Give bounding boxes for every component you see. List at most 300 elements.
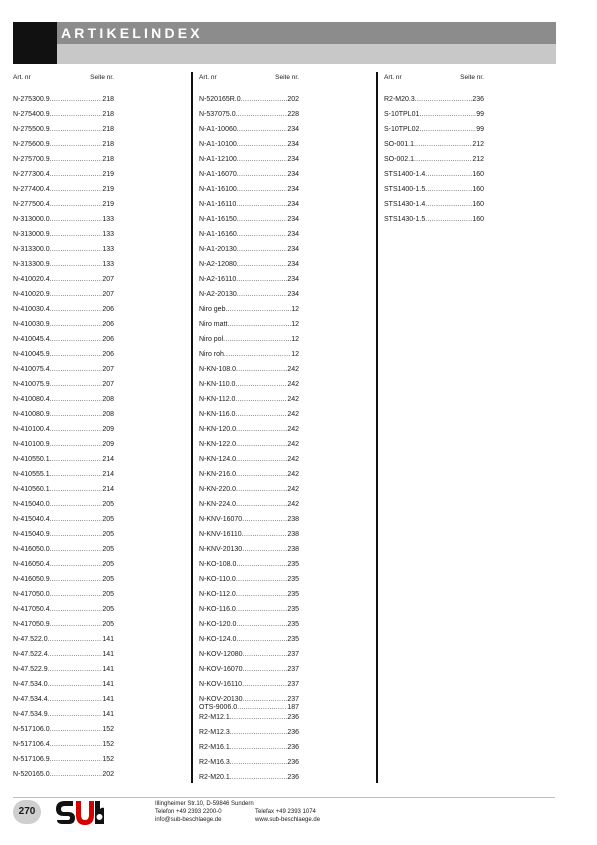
- entry-page-number: 242: [287, 411, 299, 418]
- index-entry: [199, 500, 299, 510]
- column-header-art: Art. nr: [384, 74, 402, 81]
- entry-page-number: 205: [102, 531, 114, 538]
- entry-leader-dots: [50, 590, 103, 600]
- entry-page-number: 160: [472, 201, 484, 208]
- entry-leader-dots: [50, 770, 103, 780]
- entry-article-number: N-410075.9: [13, 381, 50, 388]
- header-bar-light: [57, 44, 556, 64]
- index-entry: [13, 455, 114, 465]
- entry-leader-dots: [235, 380, 287, 390]
- entry-leader-dots: [50, 740, 103, 750]
- entry-leader-dots: [50, 515, 103, 525]
- index-entry: [13, 635, 114, 645]
- index-entry: [384, 110, 484, 120]
- entry-article-number: N-KNV-16110: [199, 531, 242, 538]
- entry-article-number: N-A2-12080: [199, 261, 237, 268]
- entry-page-number: 234: [287, 141, 299, 148]
- column-header: [199, 72, 299, 83]
- entry-article-number: R2-M16.3: [199, 759, 230, 766]
- entry-article-number: N-KOV-12080: [199, 651, 243, 658]
- index-entry: [199, 95, 299, 105]
- index-entry: [13, 350, 114, 360]
- entry-leader-dots: [236, 425, 287, 435]
- entry-leader-dots: [230, 743, 288, 753]
- entry-leader-dots: [236, 590, 287, 600]
- entry-leader-dots: [50, 470, 103, 480]
- column-header-art: Art. nr: [13, 74, 31, 81]
- index-column-3: [384, 72, 484, 223]
- entry-article-number: N-KN-120.0: [199, 426, 236, 433]
- entry-article-number: N-410080.4: [13, 396, 50, 403]
- entry-page-number: 238: [287, 516, 299, 523]
- entry-page-number: 133: [102, 216, 114, 223]
- column-divider: [376, 72, 378, 783]
- entry-leader-dots: [242, 680, 287, 690]
- entry-article-number: STS1400-1.5: [384, 186, 426, 193]
- footer-website-link[interactable]: www.sub-beschlaege.de: [255, 817, 321, 823]
- entry-page-number: 207: [102, 291, 114, 298]
- index-entry: [199, 470, 299, 480]
- entry-page-number: 212: [472, 141, 484, 148]
- entry-leader-dots: [236, 605, 287, 615]
- index-entry: [199, 455, 299, 465]
- index-entry: [13, 245, 114, 255]
- entry-leader-dots: [237, 170, 288, 180]
- entry-page-number: 99: [476, 126, 484, 133]
- index-entry: [199, 290, 299, 300]
- entry-leader-dots: [236, 365, 287, 375]
- entry-leader-dots: [50, 350, 103, 360]
- entry-article-number: Niro matt: [199, 321, 228, 328]
- entry-page-number: 235: [287, 636, 299, 643]
- entry-article-number: N-275600.9: [13, 141, 50, 148]
- entry-leader-dots: [50, 230, 103, 240]
- entry-page-number: 207: [102, 366, 114, 373]
- entry-article-number: N-47.534.9: [13, 711, 48, 718]
- entry-leader-dots: [230, 713, 288, 723]
- entry-article-number: N-410100.9: [13, 441, 50, 448]
- entry-page-number: 208: [102, 396, 114, 403]
- entry-article-number: N-KO-110.0: [199, 576, 236, 583]
- entry-article-number: R2-M12.1: [199, 714, 230, 721]
- entry-article-number: N-KO-108.0: [199, 561, 237, 568]
- entry-page-number: 206: [102, 336, 114, 343]
- entry-page-number: 236: [472, 96, 484, 103]
- entry-article-number: STS1430-1.5: [384, 216, 426, 223]
- entry-page-number: 206: [102, 351, 114, 358]
- index-entry: [13, 275, 114, 285]
- entry-article-number: N-A2-20130: [199, 291, 237, 298]
- entry-article-number: OTS-9006.0: [199, 704, 238, 711]
- entry-article-number: N-277500.4: [13, 201, 50, 208]
- entry-article-number: N-410030.9: [13, 321, 50, 328]
- entry-article-number: N-275300.9: [13, 96, 50, 103]
- entry-article-number: N-415040.0: [13, 501, 50, 508]
- entry-article-number: N-517106.4: [13, 741, 50, 748]
- index-entry: [13, 530, 114, 540]
- entry-page-number: 218: [102, 111, 114, 118]
- entry-page-number: 205: [102, 516, 114, 523]
- entry-leader-dots: [50, 380, 103, 390]
- entry-article-number: N-410080.9: [13, 411, 50, 418]
- entry-leader-dots: [223, 335, 291, 345]
- entry-article-number: N-KOV-16070: [199, 666, 243, 673]
- entry-leader-dots: [50, 395, 103, 405]
- entry-page-number: 141: [102, 696, 114, 703]
- entry-article-number: N-520165.0: [13, 771, 50, 778]
- entry-article-number: N-KN-116.0: [199, 411, 236, 418]
- entry-article-number: Niro geb: [199, 306, 226, 313]
- entry-leader-dots: [50, 290, 103, 300]
- entry-page-number: 209: [102, 441, 114, 448]
- entry-page-number: 12: [291, 351, 299, 358]
- entry-page-number: 234: [287, 201, 299, 208]
- entry-page-number: 228: [287, 111, 299, 118]
- entry-page-number: 237: [287, 651, 299, 658]
- entry-leader-dots: [50, 95, 103, 105]
- entry-page-number: 235: [287, 606, 299, 613]
- entry-leader-dots: [50, 620, 103, 630]
- index-entry: [13, 335, 114, 345]
- entry-page-number: 242: [287, 396, 299, 403]
- index-entry: [13, 140, 114, 150]
- entry-leader-dots: [50, 560, 103, 570]
- entry-leader-dots: [224, 350, 291, 360]
- index-entry: [13, 545, 114, 555]
- index-entry: [199, 110, 299, 120]
- entry-leader-dots: [50, 485, 103, 495]
- entry-leader-dots: [230, 773, 288, 783]
- entry-article-number: SO-002.1: [384, 156, 414, 163]
- entry-page-number: 236: [287, 744, 299, 751]
- index-entry: [199, 680, 299, 690]
- entry-article-number: N-410020.4: [13, 276, 50, 283]
- entry-page-number: 212: [472, 156, 484, 163]
- entry-article-number: N-KN-108.0: [199, 366, 236, 373]
- entry-article-number: N-410045.4: [13, 336, 50, 343]
- index-entry: [199, 410, 299, 420]
- entry-leader-dots: [225, 305, 291, 315]
- entry-leader-dots: [237, 245, 288, 255]
- entry-page-number: 218: [102, 156, 114, 163]
- entry-leader-dots: [50, 455, 103, 465]
- index-entry: [199, 758, 299, 768]
- index-entry: [13, 695, 114, 705]
- entry-page-number: 242: [287, 426, 299, 433]
- entry-article-number: N-410550.1: [13, 456, 50, 463]
- entry-article-number: N-KO-112.0: [199, 591, 236, 598]
- entry-leader-dots: [50, 410, 103, 420]
- entry-page-number: 237: [287, 681, 299, 688]
- entry-page-number: 99: [476, 111, 484, 118]
- index-entry: [13, 515, 114, 525]
- index-entry: [199, 605, 299, 615]
- column-header-art: Art. nr: [199, 74, 217, 81]
- entry-article-number: Niro roh: [199, 351, 224, 358]
- entry-page-number: 242: [287, 471, 299, 478]
- index-entry: [13, 155, 114, 165]
- entry-page-number: 208: [102, 411, 114, 418]
- entry-page-number: 214: [102, 471, 114, 478]
- entry-article-number: N-410100.4: [13, 426, 50, 433]
- index-entry: [13, 620, 114, 630]
- index-entry: [199, 635, 299, 645]
- index-entry: [13, 680, 114, 690]
- entry-page-number: 12: [291, 306, 299, 313]
- index-entry: [384, 200, 484, 210]
- entry-page-number: 214: [102, 486, 114, 493]
- index-entry: [199, 665, 299, 675]
- index-entry: [199, 350, 299, 360]
- index-entry: [199, 260, 299, 270]
- entry-leader-dots: [236, 575, 287, 585]
- index-entry: [199, 620, 299, 630]
- entry-leader-dots: [425, 200, 472, 210]
- footer-email-link[interactable]: info@sub-beschlaege.de: [155, 817, 222, 823]
- entry-page-number: 12: [291, 321, 299, 328]
- entry-leader-dots: [425, 215, 472, 225]
- entry-page-number: 202: [102, 771, 114, 778]
- entry-page-number: 234: [287, 291, 299, 298]
- entry-leader-dots: [50, 305, 103, 315]
- index-entry: [384, 125, 484, 135]
- entry-article-number: N-415040.4: [13, 516, 50, 523]
- entry-leader-dots: [237, 230, 288, 240]
- entry-article-number: N-A1-16150: [199, 216, 237, 223]
- entry-page-number: 219: [102, 171, 114, 178]
- entry-leader-dots: [230, 758, 288, 768]
- entry-leader-dots: [50, 425, 103, 435]
- index-entry: [384, 155, 484, 165]
- entry-page-number: 242: [287, 501, 299, 508]
- index-column-2: [199, 72, 299, 781]
- entry-leader-dots: [415, 95, 473, 105]
- index-column-1: [13, 72, 114, 778]
- entry-leader-dots: [414, 155, 472, 165]
- entry-article-number: R2-M20.1: [199, 774, 230, 781]
- entry-leader-dots: [50, 365, 103, 375]
- entry-page-number: 237: [287, 696, 299, 703]
- entry-article-number: N-KNV-16070: [199, 516, 243, 523]
- index-entry: [13, 305, 114, 315]
- entry-leader-dots: [236, 500, 287, 510]
- index-entry: [13, 740, 114, 750]
- entry-leader-dots: [48, 710, 103, 720]
- entry-article-number: N-313000.9: [13, 231, 50, 238]
- entry-leader-dots: [237, 125, 288, 135]
- entry-article-number: N-KO-116.0: [199, 606, 236, 613]
- entry-page-number: 205: [102, 591, 114, 598]
- entry-article-number: N-417050.9: [13, 621, 50, 628]
- entry-page-number: 218: [102, 126, 114, 133]
- entry-page-number: 12: [291, 336, 299, 343]
- entry-article-number: N-47.522.9: [13, 666, 48, 673]
- entry-leader-dots: [419, 125, 476, 135]
- entry-article-number: N-313000.0: [13, 216, 50, 223]
- index-entry: [13, 395, 114, 405]
- entry-page-number: 133: [102, 261, 114, 268]
- entry-article-number: N-417050.0: [13, 591, 50, 598]
- entry-leader-dots: [242, 530, 288, 540]
- page-number: 270: [13, 800, 41, 824]
- entry-article-number: STS1400-1.4: [384, 171, 426, 178]
- entry-page-number: 202: [287, 96, 299, 103]
- entry-leader-dots: [237, 140, 288, 150]
- entry-leader-dots: [48, 695, 103, 705]
- entry-article-number: N-KOV-16110: [199, 681, 243, 688]
- entry-leader-dots: [236, 455, 287, 465]
- entry-leader-dots: [236, 560, 287, 570]
- entry-page-number: 242: [287, 441, 299, 448]
- entry-article-number: N-410560.1: [13, 486, 50, 493]
- column-header-page: Seite nr.: [460, 74, 484, 81]
- entry-page-number: 219: [102, 186, 114, 193]
- entry-page-number: 236: [287, 729, 299, 736]
- entry-leader-dots: [237, 155, 288, 165]
- entry-page-number: 160: [472, 186, 484, 193]
- entry-page-number: 235: [287, 621, 299, 628]
- entry-article-number: N-A1-16070: [199, 171, 237, 178]
- entry-article-number: N-520165R.0: [199, 96, 241, 103]
- column-header: [13, 72, 114, 83]
- entry-page-number: 234: [287, 231, 299, 238]
- entry-leader-dots: [425, 185, 472, 195]
- index-entry: [199, 773, 299, 783]
- entry-leader-dots: [236, 440, 287, 450]
- index-entry: [199, 575, 299, 585]
- header-black-block: [13, 22, 57, 64]
- entry-article-number: N-517106.0: [13, 726, 50, 733]
- entry-page-number: 236: [287, 714, 299, 721]
- index-entry: [199, 425, 299, 435]
- entry-article-number: N-275700.9: [13, 156, 50, 163]
- entry-page-number: 141: [102, 711, 114, 718]
- entry-article-number: N-A1-20130: [199, 246, 237, 253]
- entry-leader-dots: [50, 320, 103, 330]
- entry-leader-dots: [50, 125, 103, 135]
- entry-page-number: 205: [102, 561, 114, 568]
- entry-article-number: N-KN-110.0: [199, 381, 236, 388]
- index-entry: [199, 590, 299, 600]
- index-entry: [199, 170, 299, 180]
- entry-article-number: N-277400.4: [13, 186, 50, 193]
- entry-article-number: N-KNV-20130: [199, 546, 243, 553]
- entry-article-number: N-313300.0: [13, 246, 50, 253]
- entry-leader-dots: [236, 620, 287, 630]
- entry-page-number: 209: [102, 426, 114, 433]
- index-entry: [13, 410, 114, 420]
- entry-page-number: 218: [102, 141, 114, 148]
- index-entry: [13, 560, 114, 570]
- entry-leader-dots: [236, 110, 288, 120]
- entry-leader-dots: [243, 650, 288, 660]
- entry-article-number: N-47.522.0: [13, 636, 48, 643]
- entry-leader-dots: [50, 530, 103, 540]
- index-entry: [13, 470, 114, 480]
- entry-article-number: N-275400.9: [13, 111, 50, 118]
- index-entry: [199, 335, 299, 345]
- entry-article-number: R2-M12.3: [199, 729, 230, 736]
- index-entry: [384, 95, 484, 105]
- index-entry: [199, 515, 299, 525]
- entry-page-number: 234: [287, 171, 299, 178]
- entry-leader-dots: [50, 605, 103, 615]
- entry-leader-dots: [50, 140, 103, 150]
- entry-page-number: 205: [102, 501, 114, 508]
- index-entry: [13, 650, 114, 660]
- entry-page-number: 242: [287, 366, 299, 373]
- entry-article-number: N-410075.4: [13, 366, 50, 373]
- index-entry: [384, 215, 484, 225]
- entry-leader-dots: [48, 650, 103, 660]
- column-header-page: Seite nr.: [90, 74, 114, 81]
- index-entry: [13, 575, 114, 585]
- entry-article-number: R2-M16.1: [199, 744, 230, 751]
- sub-logo: [55, 798, 105, 826]
- entry-page-number: 236: [287, 774, 299, 781]
- entry-article-number: N-410030.4: [13, 306, 50, 313]
- entry-page-number: 242: [287, 486, 299, 493]
- entry-article-number: N-KN-224.0: [199, 501, 236, 508]
- index-entry: [13, 755, 114, 765]
- entry-leader-dots: [50, 755, 103, 765]
- index-entry: [13, 725, 114, 735]
- index-entry: [199, 140, 299, 150]
- index-entry: [384, 140, 484, 150]
- entry-leader-dots: [50, 170, 103, 180]
- entry-page-number: 219: [102, 201, 114, 208]
- index-entry: [199, 440, 299, 450]
- index-entry: [13, 290, 114, 300]
- entry-page-number: 160: [472, 171, 484, 178]
- entry-page-number: 236: [287, 759, 299, 766]
- index-entry: [13, 365, 114, 375]
- entry-article-number: N-A1-10060: [199, 126, 237, 133]
- column-divider: [191, 72, 193, 783]
- entry-page-number: 214: [102, 456, 114, 463]
- entry-leader-dots: [50, 185, 103, 195]
- index-entry: [13, 710, 114, 720]
- entry-leader-dots: [419, 110, 476, 120]
- entry-article-number: N-275500.9: [13, 126, 50, 133]
- entry-leader-dots: [50, 575, 103, 585]
- entry-article-number: S-10TPL01: [384, 111, 420, 118]
- entry-leader-dots: [48, 665, 103, 675]
- index-entry: [199, 380, 299, 390]
- entry-article-number: N-A1-10100: [199, 141, 237, 148]
- index-entry: [199, 365, 299, 375]
- index-entry: [13, 500, 114, 510]
- entry-page-number: 234: [287, 276, 299, 283]
- entry-leader-dots: [48, 680, 103, 690]
- entry-article-number: N-277300.4: [13, 171, 50, 178]
- entry-leader-dots: [237, 185, 288, 195]
- entry-page-number: 206: [102, 321, 114, 328]
- index-entry: [199, 395, 299, 405]
- index-entry: [13, 230, 114, 240]
- entry-page-number: 234: [287, 216, 299, 223]
- entry-page-number: 207: [102, 381, 114, 388]
- index-entry: [199, 200, 299, 210]
- entry-page-number: 235: [287, 576, 299, 583]
- entry-leader-dots: [235, 410, 287, 420]
- entry-leader-dots: [48, 635, 103, 645]
- entry-article-number: SO-001.1: [384, 141, 414, 148]
- entry-leader-dots: [50, 155, 103, 165]
- entry-article-number: N-415040.9: [13, 531, 50, 538]
- entry-page-number: 235: [287, 561, 299, 568]
- entry-article-number: Niro pol: [199, 336, 224, 343]
